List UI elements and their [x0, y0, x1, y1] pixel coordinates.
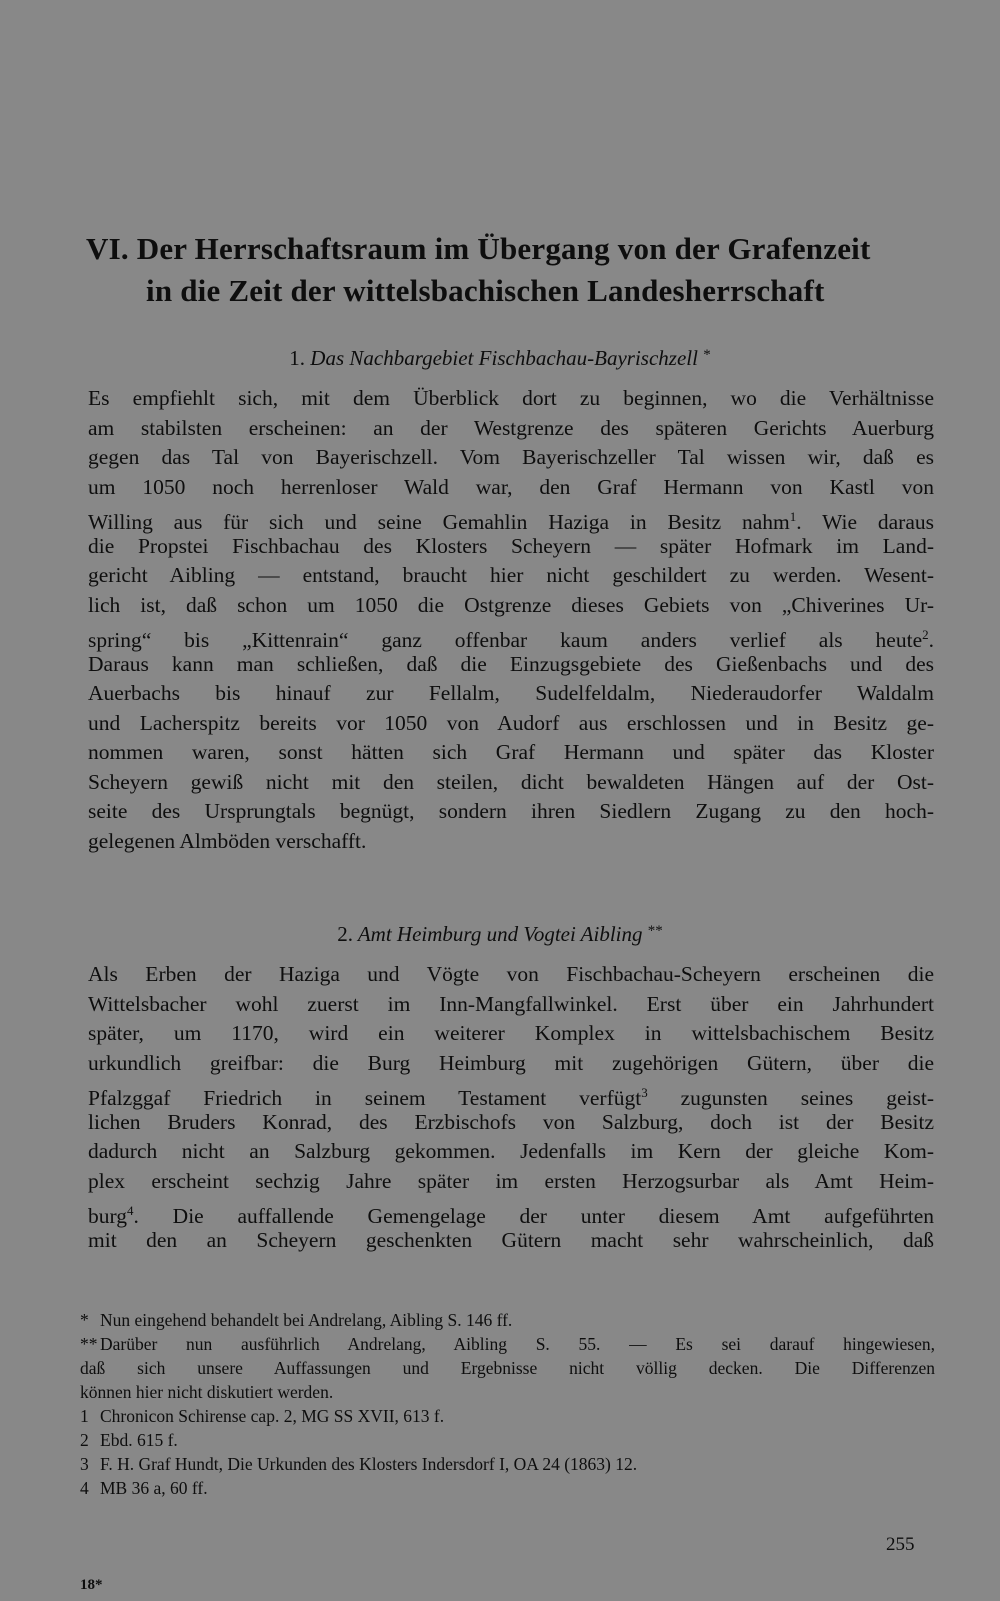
footnote — [80, 1476, 935, 1500]
footnote-symbol: 1 — [80, 1406, 89, 1426]
section-2-heading — [0, 918, 1000, 947]
footnote-symbol: 4 — [80, 1478, 89, 1498]
text-line: Daraus kann man schließen, daß die Einzugsgebiete des Gießenbachs und des — [88, 651, 934, 676]
section-2-title: Amt Heimburg und Vogtei Aibling — [357, 922, 643, 946]
footnote-ref: 2 — [922, 627, 929, 642]
section-2-footnote-mark: ** — [647, 923, 663, 939]
text-line — [88, 1078, 934, 1108]
text-segment: Willing aus für sich und seine Gemahlin Haziga in Besitz nahm — [88, 510, 790, 534]
footnote-symbol: 3 — [80, 1454, 89, 1474]
section-1-title: Das Nachbargebiet Fischbachau-Bayrischzell — [310, 346, 698, 370]
text-line: am stabilsten erscheinen: an der Westgrenze des späteren Gerichts Auerburg — [88, 415, 934, 440]
footnote — [80, 1332, 935, 1356]
footnote-ref: 4 — [127, 1203, 134, 1218]
footnote-continuation: daß sich unsere Auffassungen und Ergebnisse nicht völlig decken. Die Differenzen — [80, 1358, 935, 1378]
text-line: lich ist, daß schon um 1050 die Ostgrenze dieses Gebiets von „Chiverines Ur- — [88, 592, 934, 617]
text-line: Wittelsbacher wohl zuerst im Inn-Mangfallwinkel. Erst über ein Jahrhundert — [88, 991, 934, 1016]
footnote-text: Darüber nun ausführlich Andrelang, Aibling S. 55. — Es sei darauf hingewiesen, — [100, 1334, 935, 1354]
text-line: und Lacherspitz bereits vor 1050 von Audorf aus erschlossen und in Besitz ge- — [88, 710, 934, 735]
text-line: Als Erben der Haziga und Vögte von Fischbachau-Scheyern erscheinen die — [88, 962, 934, 986]
chapter-title-line-1: VI. Der Herrschaftsraum im Übergang von der Grafenzeit — [86, 231, 871, 266]
footnote-ref: 1 — [789, 509, 797, 524]
text-line: Scheyern gewiß nicht mit den steilen, dicht bewaldeten Hängen auf der Ost- — [88, 769, 934, 794]
chapter-title — [86, 228, 936, 312]
section-1-footnote-mark: * — [703, 347, 711, 363]
text-line — [88, 620, 934, 650]
footnote-text: F. H. Graf Hundt, Die Urkunden des Klosters Indersdorf I, OA 24 (1863) 12. — [100, 1454, 638, 1474]
text-line: um 1050 noch herrenloser Wald war, den Graf Hermann von Kastl von — [88, 474, 934, 499]
footnote-continuation: können hier nicht diskutiert werden. — [80, 1382, 334, 1402]
section-1-heading — [0, 342, 1000, 371]
section-1-body — [88, 384, 934, 856]
footnotes — [80, 1308, 935, 1500]
text-line: gegen das Tal von Bayerischzell. Vom Bayerischzeller Tal wissen wir, daß es — [88, 445, 934, 469]
footnote-symbol: * — [80, 1310, 89, 1330]
text-line: seite des Ursprungtals begnügt, sondern ihren Siedlern Zugang zu den hoch- — [88, 799, 934, 823]
chapter-title-line-2: in die Zeit der wittelsbachischen Landesherrschaft — [146, 273, 825, 308]
text-line: dadurch nicht an Salzburg gekommen. Jedenfalls im Kern der gleiche Kom- — [88, 1139, 934, 1163]
signature-mark: 18* — [80, 1577, 103, 1593]
footnote-ref: 3 — [641, 1085, 648, 1100]
text-line — [88, 502, 934, 532]
text-segment: . Wie daraus — [796, 510, 934, 534]
text-line: später, um 1170, wird ein weiterer Komplex in wittelsbachischem Besitz — [88, 1021, 934, 1045]
text-line: plex erscheint sechzig Jahre später im ersten Herzogsurbar als Amt Heim- — [88, 1168, 934, 1193]
footnote-symbol: ** — [80, 1334, 98, 1354]
text-line: gericht Aibling — entstand, braucht hier nicht geschildert zu werden. Wesent- — [88, 563, 934, 587]
section-2-number: 2. — [337, 922, 353, 946]
text-line: gelegenen Almböden verschafft. — [88, 828, 367, 853]
text-segment: zugunsten seines geist- — [647, 1086, 934, 1110]
text-segment: . Die auffallende Gemengelage der unter diesem Amt aufgeführten — [133, 1204, 934, 1228]
section-2-body — [88, 960, 934, 1255]
footnote-symbol: 2 — [80, 1430, 89, 1450]
text-segment: Pfalzggaf Friedrich in seinem Testament verfügt — [88, 1086, 642, 1110]
footnote — [80, 1452, 935, 1476]
text-line: lichen Bruders Konrad, des Erzbischofs von Salzburg, doch ist der Besitz — [88, 1109, 934, 1134]
text-line: die Propstei Fischbachau des Klosters Scheyern — später Hofmark im Land- — [88, 533, 934, 558]
section-1-number: 1. — [289, 346, 306, 370]
footnote — [80, 1428, 935, 1452]
text-line: Auerbachs bis hinauf zur Fellalm, Sudelfeldalm, Niederaudorfer Waldalm — [88, 681, 934, 705]
text-segment: burg — [88, 1204, 128, 1228]
text-segment: spring“ bis „Kittenrain“ ganz offenbar kaum anders verlief als heute — [88, 628, 923, 652]
footnote — [80, 1404, 935, 1428]
text-line — [88, 1196, 934, 1226]
footnote-text: Chronicon Schirense cap. 2, MG SS XVII, 613 f. — [100, 1406, 445, 1426]
footnote-text: Nun eingehend behandelt bei Andrelang, Aibling S. 146 ff. — [100, 1310, 513, 1330]
text-line: nommen waren, sonst hätten sich Graf Hermann und später das Kloster — [88, 740, 934, 764]
page-number: 255 — [886, 1534, 915, 1555]
footnote-text: MB 36 a, 60 ff. — [100, 1478, 208, 1498]
footnote — [80, 1308, 935, 1332]
text-line: Es empfiehlt sich, mit dem Überblick dort zu beginnen, wo die Verhältnisse — [88, 386, 934, 410]
text-line: mit den an Scheyern geschenkten Gütern macht sehr wahrscheinlich, daß — [88, 1227, 934, 1252]
footnote-text: Ebd. 615 f. — [100, 1430, 178, 1450]
text-segment: . — [928, 628, 934, 652]
text-line: urkundlich greifbar: die Burg Heimburg mit zugehörigen Gütern, über die — [88, 1050, 934, 1075]
